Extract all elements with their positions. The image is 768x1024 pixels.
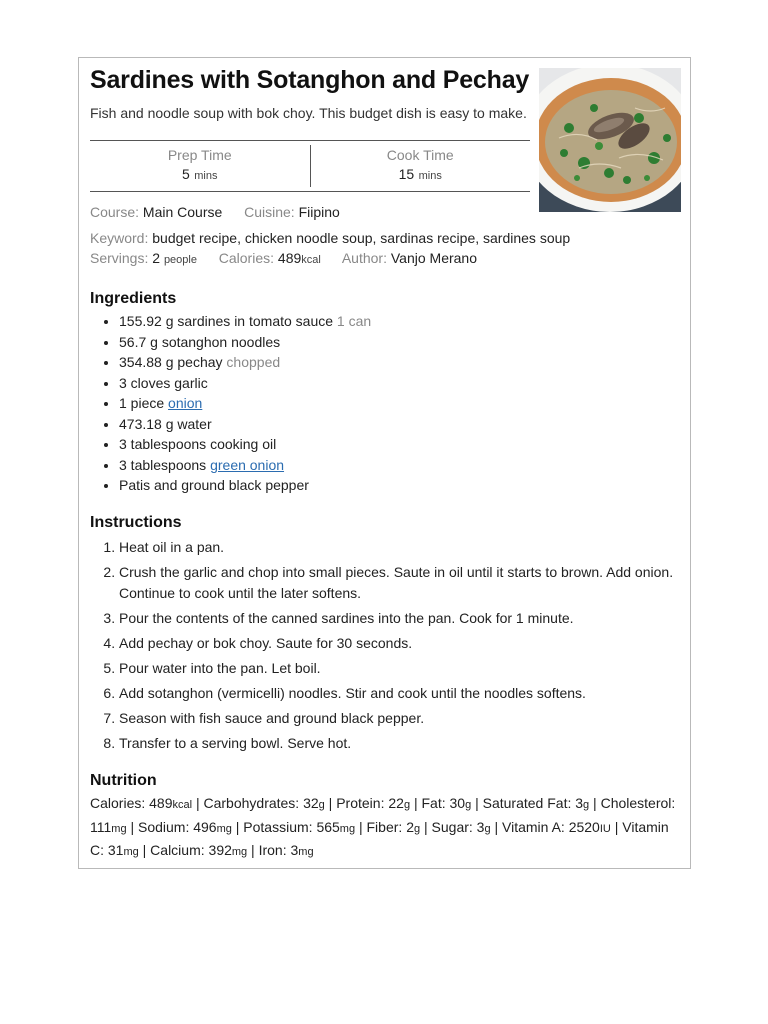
nutrition-unit: g [403,799,411,811]
instructions-heading: Instructions [90,514,182,531]
soup-bowl-image [539,68,681,212]
nutrition-value: 392 [208,842,232,858]
nutrition-unit: kcal [172,799,193,811]
recipe-photo [539,68,681,212]
ingredient-item [119,332,371,353]
nutrition-item [432,819,491,835]
ingredient-text: 3 cloves garlic [119,374,208,391]
nutrition-value: 31 [107,842,124,858]
nutrition-item [421,795,471,811]
nutrition-item [150,842,247,858]
ingredient-text: 354.88 g pechay [119,354,223,370]
ingredient-text: 473.18 g water [119,415,212,432]
nutrition-label: Saturated Fat: [482,795,576,811]
ingredient-text: 1 piece [119,395,165,411]
keyword-row [90,230,570,246]
nutrition-unit: g [484,822,491,835]
servings-row [90,250,477,266]
instruction-step: 5. Pour water into the pan. Let boil. [119,658,679,679]
nutrition-item [502,819,611,835]
cook-time [311,141,531,191]
ingredient-note: 1 can [336,313,372,329]
recipe-card [78,57,691,869]
nutrition-item [138,819,232,835]
nutrition-label: Vitamin C: [90,818,669,858]
nutrition-unit: g [583,799,590,811]
nutrition-unit: g [465,799,472,811]
ingredient-item [119,393,371,414]
nutrition-label: Iron: [258,842,291,858]
course-value: Main Course [142,204,223,220]
nutrition-value: 111 [90,818,112,835]
nutrition-unit: IU [599,822,611,835]
ingredient-item [119,352,371,373]
keyword-label: Keyword: [90,230,149,246]
nutrition-label: Potassium: [243,818,317,835]
nutrition-value: 3 [575,795,584,811]
cook-time-value: 15 [398,166,415,182]
nutrition-heading: Nutrition [90,772,157,789]
nutrition-unit: mg [111,822,127,835]
cuisine-label: Cuisine: [244,204,295,220]
prep-time-unit: mins [194,170,218,182]
nutrition-value: 30 [449,795,466,811]
nutrition-item [483,795,590,811]
ingredient-text: 56.7 g sotanghon noodles [119,333,281,350]
prep-time-value: 5 [182,166,190,182]
nutrition-item [259,842,314,858]
ingredient-item [119,414,371,435]
nutrition-label: Cholesterol: [600,795,676,811]
nutrition-unit: g [413,822,421,835]
ingredient-item [119,373,371,394]
nutrition-value: 496 [193,818,217,835]
nutrition-value: 2 [406,818,414,835]
time-table [90,140,530,192]
servings-unit: people [163,254,197,266]
nutrition-value: 3 [290,842,299,858]
nutrition-unit: mg [123,846,139,858]
ingredient-item [119,311,371,332]
nutrition-item [367,819,421,835]
recipe-summary: Fish and noodle soup with bok choy. This budget dish is easy to make. [90,105,527,121]
nutrition-label: Sugar: [431,818,477,835]
calories-label: Calories: [218,250,275,266]
ingredient-item [119,455,371,476]
cook-time-label: Cook Time [386,147,454,163]
course-cuisine-row [90,204,340,220]
instructions-list [119,537,679,758]
instruction-step: 7. Season with fish sauce and ground black pepper. [119,708,679,729]
ingredients-heading: Ingredients [90,290,177,307]
ingredient-link[interactable]: onion [168,395,203,411]
author-value: Vanjo Merano [390,250,478,266]
instruction-step: 8. Transfer to a serving bowl. Serve hot. [119,733,679,754]
nutrition-value: 3 [476,818,485,835]
calories-unit: kcal [301,254,321,266]
nutrition-value: 489 [149,795,173,811]
instruction-step: 2. Crush the garlic and chop into small pieces. Saute in oil until it starts to brown. Add onion. Continue to cook until the later softens. [119,562,679,604]
course-label: Course: [90,204,140,220]
nutrition-unit: mg [216,822,232,835]
nutrition-label: Vitamin A: [502,818,569,835]
nutrition-unit: mg [231,846,248,858]
prep-time [90,145,311,187]
nutrition-unit: mg [339,822,356,835]
keyword-value: budget recipe, chicken noodle soup, sardinas recipe, sardines soup [152,230,571,246]
recipe-title: Sardines with Sotanghon and Pechay [90,66,530,94]
author-label: Author: [341,250,387,266]
nutrition-label: Fat: [421,795,450,811]
nutrition-label: Carbohydrates: [203,795,304,811]
ingredient-text: 3 tablespoons cooking oil [119,436,277,452]
nutrition-unit: g [318,799,325,811]
nutrition-label: Protein: [336,795,389,811]
instruction-step: 3. Pour the contents of the canned sardines into the pan. Cook for 1 minute. [119,608,679,629]
ingredient-text: 3 tablespoons [119,456,207,473]
ingredient-link[interactable]: green onion [210,456,285,473]
ingredients-list [119,311,371,496]
nutrition-item [203,795,324,811]
nutrition-facts: Calories: 489kcal | Carbohydrates: 32g | Protein: 22g | Fat: 30g | Saturated Fat: 3g | Cholesterol: 111mg | Sodium: 496mg | Potassium: 565mg | Fiber: 2g | Sugar: 3g | Vitamin A: 2520IU | Vitamin C: 31mg | Calcium: 392mg | Iron: 3mg [90,795,676,858]
cook-time-unit: mins [418,170,442,182]
ingredient-note: chopped [226,354,281,370]
nutrition-label: Fiber: [366,818,407,835]
nutrition-value: 22 [388,795,404,811]
nutrition-label: Calories: [90,795,150,811]
ingredient-text: Patis and ground black pepper [119,477,309,493]
instruction-step: 6. Add sotanghon (vermicelli) noodles. Stir and cook until the noodles softens. [119,683,679,704]
nutrition-unit: mg [298,846,314,858]
servings-label: Servings: [90,250,149,266]
nutrition-item [90,795,192,811]
calories-value: 489 [277,250,302,266]
nutrition-item [243,819,355,835]
nutrition-value: 2520 [568,818,600,835]
instruction-step: 4. Add pechay or bok choy. Saute for 30 seconds. [119,633,679,654]
instruction-step: 1. Heat oil in a pan. [119,537,679,558]
ingredient-item [119,475,371,496]
nutrition-label: Calcium: [150,842,209,858]
ingredient-item [119,434,371,455]
prep-time-label: Prep Time [167,147,232,163]
nutrition-value: 565 [316,818,340,835]
servings-value: 2 [152,250,161,266]
nutrition-label: Sodium: [137,818,194,835]
nutrition-value: 32 [303,795,319,811]
ingredient-text: 155.92 g sardines in tomato sauce [119,313,334,329]
nutrition-item [336,795,410,811]
cuisine-value: Fiipino [298,204,340,220]
